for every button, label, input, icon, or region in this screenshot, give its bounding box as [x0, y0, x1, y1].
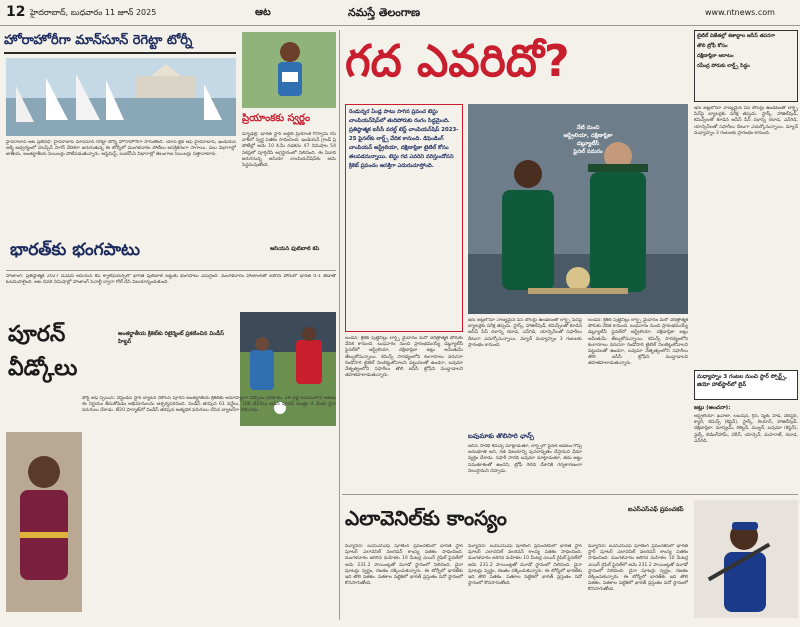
wtc-info-box: [694, 370, 798, 400]
regatta-headline-bar: [4, 30, 236, 54]
wtc-body-col5: లండన్: క్రికెట్ పుట్టినిల్లు లార్డ్స్ మైదానం మరో చరిత్రాత్మక పోరుకు వేదిక కానుంది. బుధవారం నుంచి ప్రారంభమయ్యే డబ్ల్యూటీసీ ఫైనల్‌లో ఆస్ట్రేలియా, దక్షిణాఫ్రికా జట్లు అమీతుమీ తేల్చుకోనున్నాయి. కమిన్స్ సారథ్యంలోని కంగారూలు వరుసగా రెండోసారి టైటిల్ నిలబెట్టుకోవాలని పట్టుదలతో ఉండగా, బవుమా నేతృత్వంలోని సఫారీలు తొలి ఐసీసీ ట్రోఫీని ముద్దాడాలని తహతహలాడుతున్నారు.: [588, 318, 688, 367]
priyanka-photo: [242, 32, 336, 108]
football-rule: [6, 270, 336, 271]
newspaper-name: నమస్తే తెలంగాణ: [348, 6, 421, 19]
badge-line-4: ఫైనల్ సమరం: [573, 149, 603, 155]
wtc-headline-box: [345, 30, 690, 98]
regatta-body: హైదరాబాద్ ఆట ప్రతినిధి: హైదరాబాద్ మాన్‌సూన్ రెగెట్టా టోర్నీ హోరాహోరీగా సాగుతోంది. యాచ్ క్లబ్ ఆఫ్ హైదరాబాద్, ఇండియన్ ఆర్మీ ఆధ్వర్యంలో హుస్సేన్ సాగర్ వేదికగా జరుగుతున్న ఈ టోర్నీలో మంగళవారం పోటీలు ఆసక్తికరంగా సాగాయి. పలు విభాగాల్లో జాతీయ, అంతర్జాతీయ సెయిలర్లు పోటీపడుతున్నారు. ఆప్టిమిస్ట్, ఐఎల్‌సీఏ విభాగాల్లో తెలంగాణ సెయిలర్లు సత్తాచాటారు.: [6, 140, 236, 158]
pooran-kicker: అంతర్జాతీయ క్రికెట్‌కు రిటైర్మెంట్ ప్రకటించిన విండీస్ హిట్టర్: [118, 331, 224, 345]
elavenil-body-3: మ్యూనిచ్: ఐఎస్‌ఎస్‌ఎఫ్ షూటింగ్ ప్రపంచకప్‌లో భారత స్టార్ షూటర్ ఎలావెనిల్ వలరివన్ కాంస్య పతకం సాధించింది. మంగళవారం జరిగిన మహిళల 10 మీటర్ల ఎయిర్ రైఫిల్ ఫైనల్‌లో ఆమె 231.2 పాయింట్లతో మూడో స్థానంలో నిలిచింది. చైనా షూటర్లు స్వర్ణం, రజతం దక్కించుకున్నారు. ఈ టోర్నీలో భారత్‌కు ఇది తొలి పతకం. పతకాల పట్టికలో భారత్ ప్రస్తుతం పదో స్థానంలో కొనసాగుతోంది.: [588, 544, 688, 593]
pooran-body: పోర్ట్ ఆఫ్ స్పెయిన్: వెస్టిండీస్ స్టార్ బ్యాటర్ నికోలస్ పూరన్ అంతర్జాతీయ క్రికెట్‌కు అనూహ్యంగా వీడ్కోలు పలికాడు. 29 ఏళ్ల వయసులోనే అతడు ఈ నిర్ణయం తీసుకోవడం అభిమానులను ఆశ్చర్యపరిచింది. విండీస్ తరఫున 61 వన్డేలు, 106 టీ20లు ఆడిన పూరన్ మొత్తం 4 వేలకు పైగా పరుగులు చేశాడు. టీ20 ఫార్మాట్‌లో విండీస్ తరఫున అత్యధిక పరుగులు చేసిన బ్యాటర్‌గా నిలిచాడు.: [82, 396, 336, 414]
wtc-headline: గద ఎవరిదో?: [345, 36, 570, 87]
masthead: [0, 0, 800, 26]
wtc-body-col4: ఆసీస్ సారథి కమిన్స్ మాట్లాడుతూ, లార్డ్స్‌లో ఫైనల్ ఆడటం గొప్ప అనుభూతి అని, గత విజయాన్ని పునరావృతం చేస్తామని ధీమా వ్యక్తం చేశాడు. సఫారీ సారథి బవుమా మాట్లాడుతూ, తమ జట్టు సమతూకంతో ఉందని, ట్రోఫీ గెలిచి దేశానికి గర్వకారణంగా నిలుస్తామని చెప్పాడు.: [468, 444, 582, 474]
cricketer-image: [6, 432, 82, 612]
elavenil-headline: ఎలావెనిల్‌కు కాంస్యం: [345, 506, 507, 530]
priyanka-headline: ప్రియాంకకు స్వర్ణం: [242, 113, 311, 124]
badge-line-3: డబ్ల్యూటీసీ: [576, 141, 600, 147]
wtc-side-column: ఇరు జట్లలోనూ నాణ్యమైన పేస్ బౌలర్లు ఉండటంతో లార్డ్స్ పిచ్‌పై బ్యాటర్లకు పరీక్ష తప్పదు. స్టార్క్, హాజిల్‌వుడ్, కమిన్స్‌లతో కూడిన ఆసీస్ పేస్ దళాన్ని రబాడ, ఎన్‌గిడి, యాన్సెన్‌లతో సఫారీలు దీటుగా ఎదుర్కోనున్నాయి. మ్యాచ్ మధ్యాహ్నం 3 గంటలకు ప్రారంభం కానుంది.: [694, 106, 798, 136]
info-box-text: మధ్యాహ్నం 3 గంటల నుంచి స్టార్ స్పోర్ట్స్, జియో హాట్‌స్టార్‌లో లైవ్: [697, 374, 788, 388]
regatta-headline: హోరాహోరీగా మాన్‌సూన్ రెగెట్టా టోర్నీ: [4, 33, 193, 48]
teams-label: జట్లు (అంచనా):: [694, 405, 731, 411]
pooran-photo: [6, 432, 82, 612]
wtc-sidebar: [694, 30, 798, 102]
page-number: 12: [6, 4, 26, 20]
sailboats-image: [6, 58, 236, 136]
sidebar-line-2: తొలి ట్రోఫీ కోసం: [697, 43, 728, 49]
wtc-photo: [468, 104, 688, 314]
elavenil-body-2: మ్యూనిచ్: ఐఎస్‌ఎస్‌ఎఫ్ షూటింగ్ ప్రపంచకప్‌లో భారత స్టార్ షూటర్ ఎలావెనిల్ వలరివన్ కాంస్య పతకం సాధించింది. మంగళవారం జరిగిన మహిళల 10 మీటర్ల ఎయిర్ రైఫిల్ ఫైనల్‌లో ఆమె 231.2 పాయింట్లతో మూడో స్థానంలో నిలిచింది. చైనా షూటర్లు స్వర్ణం, రజతం దక్కించుకున్నారు. ఈ టోర్నీలో భారత్‌కు ఇది తొలి పతకం. పతకాల పట్టికలో భారత్ ప్రస్తుతం పదో స్థానంలో కొనసాగుతోంది.: [468, 544, 582, 587]
badge-line-2: ఆస్ట్రేలియా, దక్షిణాఫ్రికా: [563, 133, 613, 139]
dateline: హైదరాబాద్, బుధవారం 11 జూన్ 2025: [30, 8, 157, 17]
wtc-subhead: బవుమాకు తొలిసారి ఛాన్స్: [468, 432, 534, 440]
teams-list: ఆస్ట్రేలియా: ఖవాజా, లబుషేన్, గ్రీన్, స్మిత్, హెడ్, వెబ్‌స్టర్, క్యారీ, కమిన్స్ (కెప్టెన్), స్టార్క్, లియాన్, హాజిల్‌వుడ్. దక్షిణాఫ్రికా: మార్క్రమ్, రికెల్టన్, ముల్డర్, బవుమా (కెప్టెన్), స్టబ్స్, బెడింగ్‌హామ్, వెరీన్, యాన్సెన్, మహరాజ్, రబాడ, ఎన్‌గిడి.: [694, 414, 798, 444]
priyanka-body: న్యూఢిల్లీ: భారత స్టార్ అథ్లెట్ ప్రియాంక గోస్వామి రేస్ వాక్‌లో స్వర్ణ పతకం సాధించింది. ఇండియన్ గ్రాండ్ ప్రి పోటీల్లో ఆమె 10 కి.మీ నడకను 47 నిమిషాల 54 సెకన్లలో పూర్తిచేసి అగ్రస్థానంలో నిలిచింది. ఈ ఏడాది జరుగనున్న ఆసియా చాంపియన్‌షిప్‌కు ఆమె సిద్ధమవుతోంది.: [242, 132, 336, 169]
column-divider: [339, 30, 340, 620]
sidebar-line-3: దక్షిణాఫ్రికా ఆరాటం: [697, 53, 734, 59]
regatta-photo: [6, 58, 236, 136]
elavenil-body-1: మ్యూనిచ్: ఐఎస్‌ఎస్‌ఎఫ్ షూటింగ్ ప్రపంచకప్‌లో భారత స్టార్ షూటర్ ఎలావెనిల్ వలరివన్ కాంస్య పతకం సాధించింది. మంగళవారం జరిగిన మహిళల 10 మీటర్ల ఎయిర్ రైఫిల్ ఫైనల్‌లో ఆమె 231.2 పాయింట్లతో మూడో స్థానంలో నిలిచింది. చైనా షూటర్లు స్వర్ణం, రజతం దక్కించుకున్నారు. ఈ టోర్నీలో భారత్‌కు ఇది తొలి పతకం. పతకాల పట్టికలో భారత్ ప్రస్తుతం పదో స్థానంలో కొనసాగుతోంది.: [345, 544, 463, 587]
elavenil-photo: [694, 500, 798, 618]
website-url: www.ntnews.com: [705, 8, 775, 17]
elavenil-kicker: ఐఎస్‌ఎస్‌ఎఫ్ ప్రపంచకప్: [628, 506, 684, 513]
section-name: ఆట: [255, 7, 271, 18]
sidebar-line-1: టైటిల్ విజేతల్లో శతాబ్దాల ఆసీస్ తపనగా: [697, 33, 776, 39]
wtc-photo-badge: [558, 124, 618, 156]
wtc-body-col3: ఇరు జట్లలోనూ నాణ్యమైన పేస్ బౌలర్లు ఉండటంతో లార్డ్స్ పిచ్‌పై బ్యాటర్లకు పరీక్ష తప్పదు. స్టార్క్, హాజిల్‌వుడ్, కమిన్స్‌లతో కూడిన ఆసీస్ పేస్ దళాన్ని రబాడ, ఎన్‌గిడి, యాన్సెన్‌లతో సఫారీలు దీటుగా ఎదుర్కోనున్నాయి. మ్యాచ్ మధ్యాహ్నం 3 గంటలకు ప్రారంభం కానుంది.: [468, 318, 582, 348]
athlete-image: [242, 32, 336, 108]
sidebar-line-4: రవీంద్ర పోరుకు లార్డ్స్ సిద్ధం: [697, 63, 750, 69]
pooran-headline: పూరన్ వీడ్కోలు: [8, 322, 78, 381]
football-kicker: ఆసియన్ ఫుట్‌బాల్ కప్: [270, 246, 320, 252]
football-headline: భారత్‌కు భంగపాటు: [10, 240, 141, 260]
badge-line-1: నేటి నుంచి: [576, 125, 600, 131]
shooter-image: [694, 500, 798, 618]
wtc-intro-box: [345, 104, 463, 332]
football-body: హాంకాంగ్: ప్రతిష్ఠాత్మక 2027 ఏఎఫ్‌సీ ఆసియన్ కప్ క్వాలిఫయర్స్‌లో భారత ఫుట్‌బాల్ జట్టుకు భంగపాటు ఎదురైంది. మంగళవారం హాంకాంగ్‌తో జరిగిన పోరులో భారత్ 0-1 తేడాతో ఓటమిపాలైంది. ఆట చివరి నిమిషాల్లో హాంకాంగ్ పెనాల్టీ ద్వారా గోల్ చేసి విజయాన్నందుకుంది.: [6, 274, 336, 286]
wtc-body-col2: లండన్: క్రికెట్ పుట్టినిల్లు లార్డ్స్ మైదానం మరో చరిత్రాత్మక పోరుకు వేదిక కానుంది. బుధవారం నుంచి ప్రారంభమయ్యే డబ్ల్యూటీసీ ఫైనల్‌లో ఆస్ట్రేలియా, దక్షిణాఫ్రికా జట్లు అమీతుమీ తేల్చుకోనున్నాయి. కమిన్స్ సారథ్యంలోని కంగారూలు వరుసగా రెండోసారి టైటిల్ నిలబెట్టుకోవాలని పట్టుదలతో ఉండగా, బవుమా నేతృత్వంలోని సఫారీలు తొలి ఐసీసీ ట్రోఫీని ముద్దాడాలని తహతహలాడుతున్నారు.: [345, 336, 463, 379]
wtc-intro: రెండున్నర ఏండ్ల పాటు సాగిన ప్రపంచ టెస్టు చాంపియన్‌షిప్‌లో తుదిపోరుకు రంగం సిద్ధమైంది. ప్రతిష్ఠాత్మక ఐసీసీ వరల్డ్ టెస్ట్ చాంపియన్‌షిప్ 2023-25 ఫైనల్‌కు లార్డ్స్ వేదిక కానుంది. డిఫెండింగ్ చాంపియన్ ఆస్ట్రేలియా, దక్షిణాఫ్రికా టైటిల్ కోసం తలపడనున్నాయి. టెస్టు గద ఎవరిని వరిస్తుందోనని క్రికెట్ ప్రపంచం ఆసక్తిగా ఎదురుచూస్తోంది.: [349, 109, 459, 169]
elavenil-top-rule: [342, 494, 798, 495]
